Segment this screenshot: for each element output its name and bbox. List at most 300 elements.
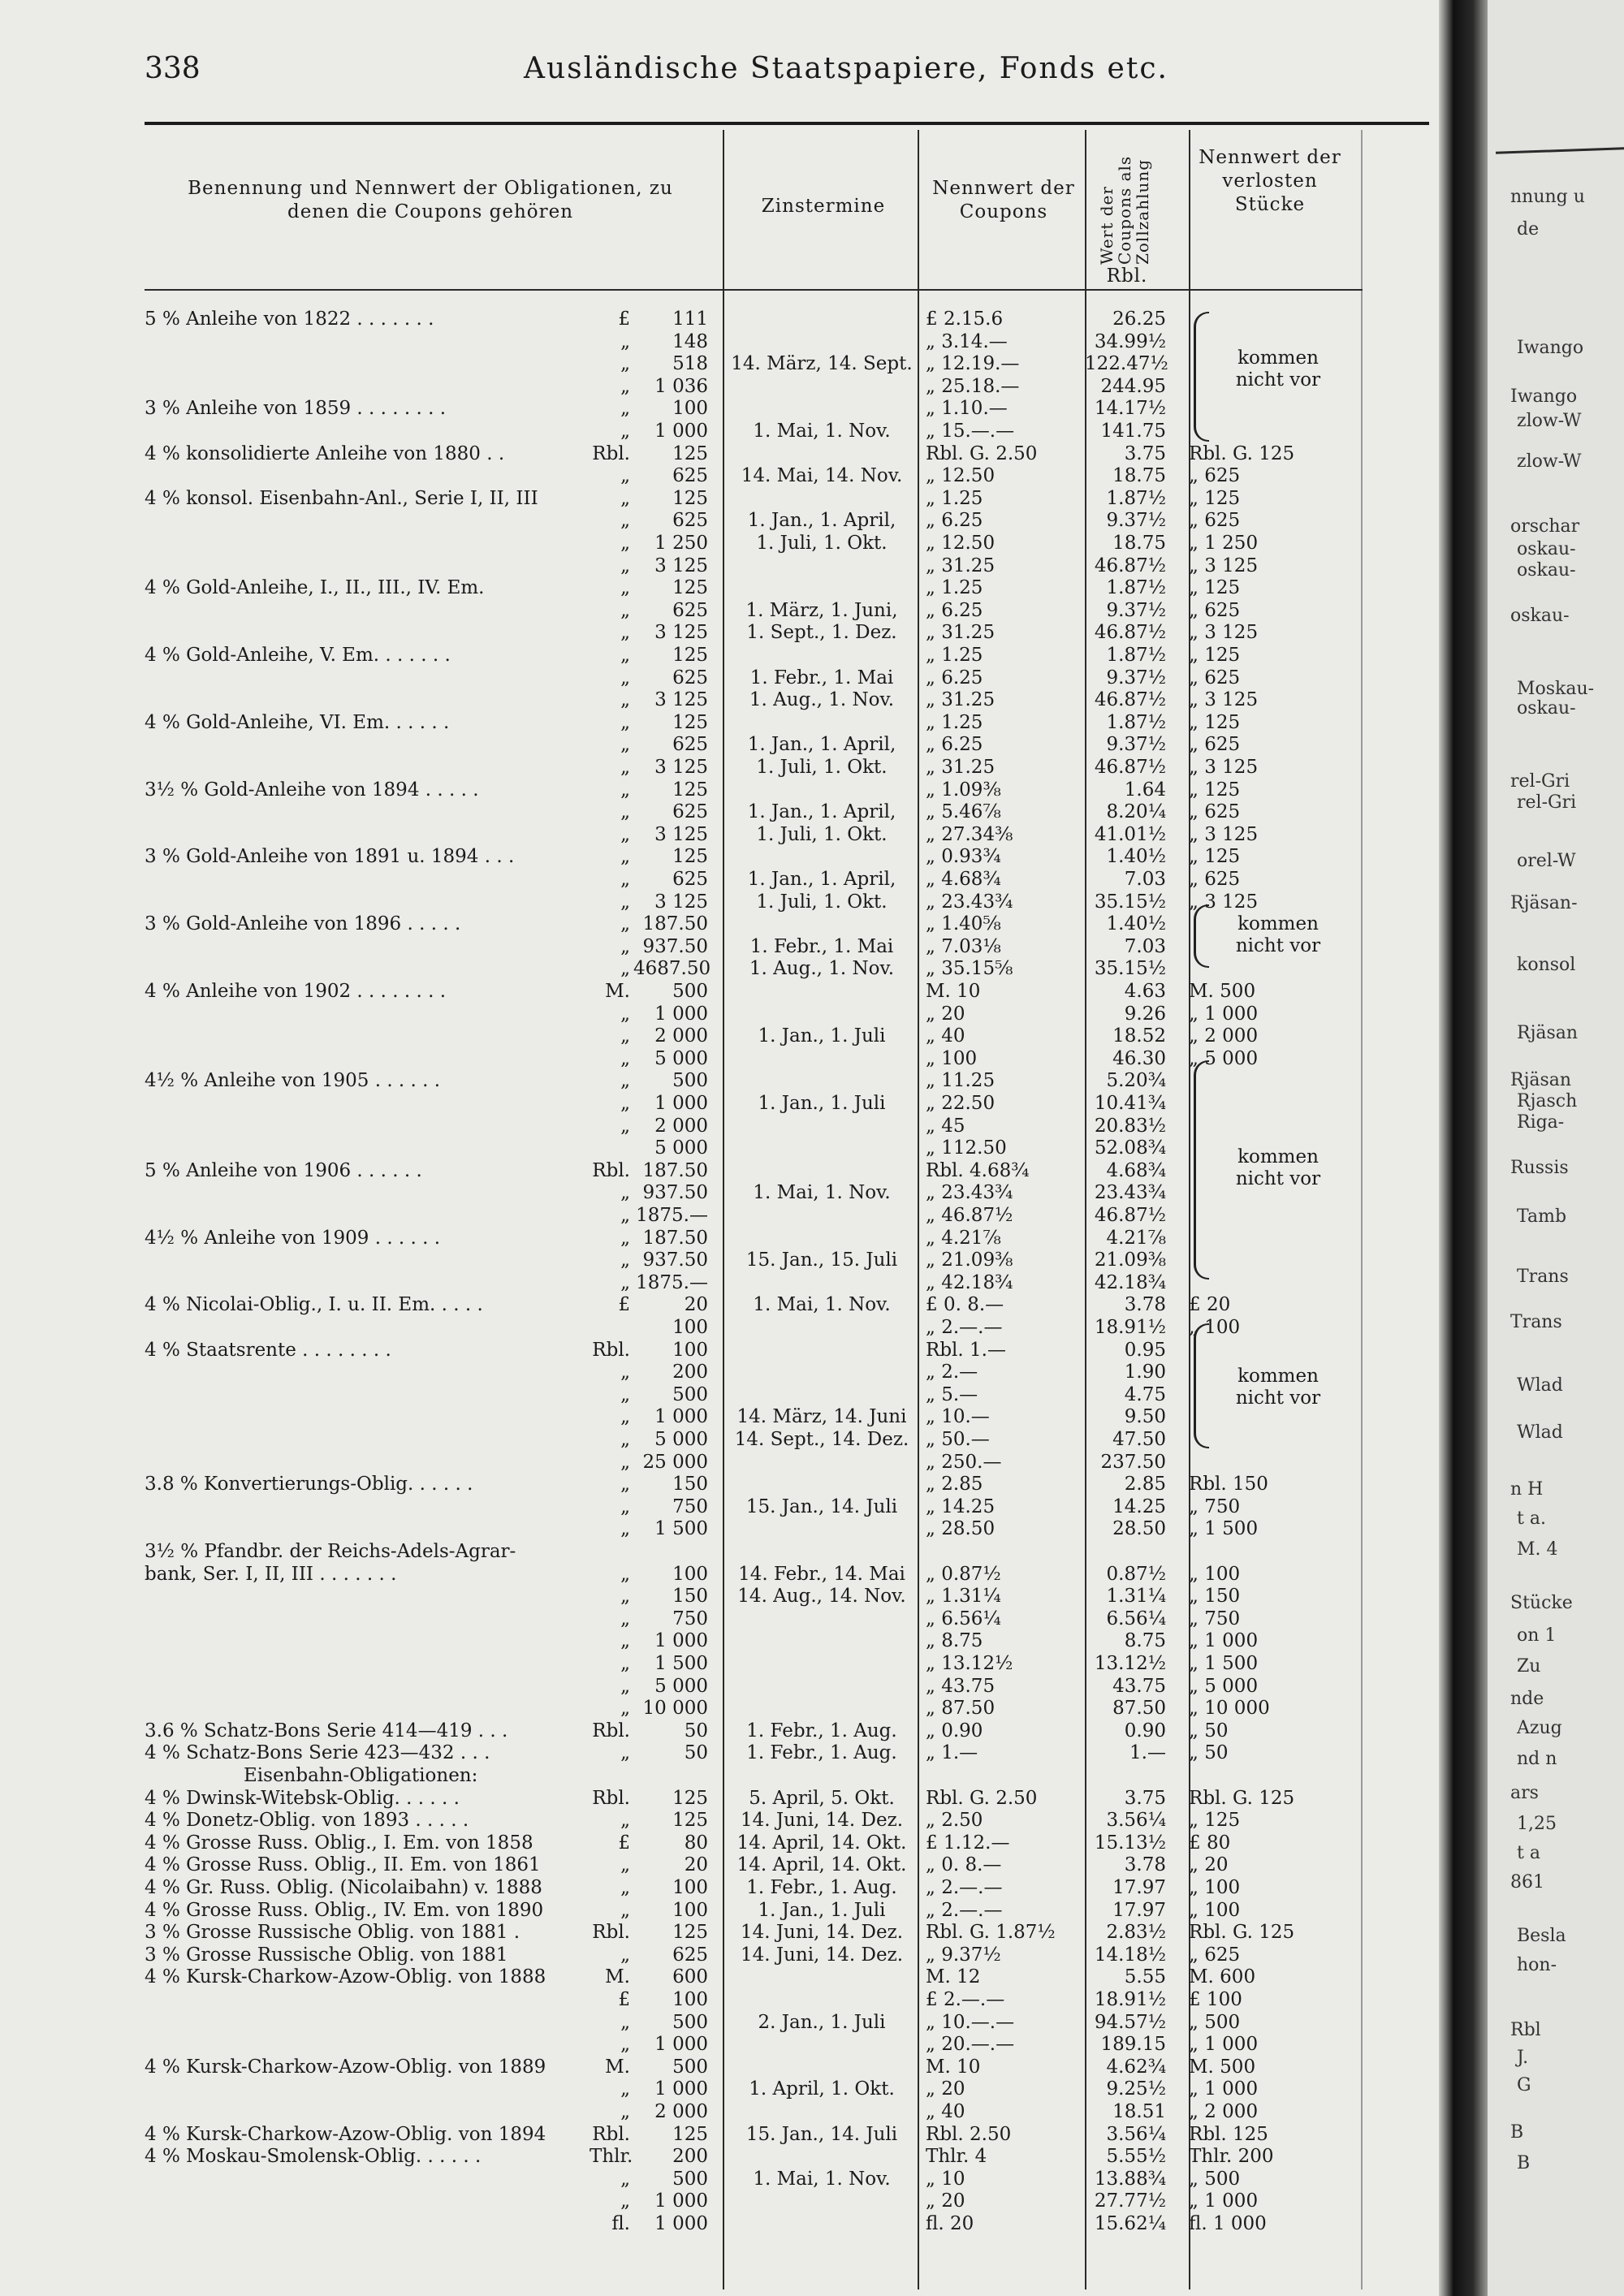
drawn-pieces: „ 125 [1189, 711, 1241, 733]
table-row [0, 1294, 1380, 1316]
entry-name: 3 % Anleihe von 1859 . . . . . . . . [145, 398, 447, 420]
table-row [0, 1698, 1380, 1720]
drawn-pieces: „ 10 000 [1189, 1698, 1270, 1720]
table-row [0, 689, 1380, 711]
customs-value: 1.40½ [1106, 913, 1166, 935]
note-nicht-vor: nicht vor [1235, 1168, 1321, 1189]
drawn-pieces: „ 500 [1189, 2011, 1241, 2033]
table-row [0, 1653, 1380, 1675]
drawn-pieces: £ 100 [1189, 1989, 1242, 2010]
customs-value: 42.18¾ [1094, 1271, 1166, 1293]
coupon-value: Rbl. G. 2.50 [926, 1787, 1038, 1809]
customs-value: 4.75 [1124, 1383, 1166, 1405]
drawn-pieces: „ 3 125 [1189, 891, 1259, 913]
brace [1194, 1060, 1209, 1280]
coupon-value: £ 0. 8.— [926, 1294, 1004, 1316]
interest-dates: 1. Jan., 1. Juli [758, 1093, 886, 1114]
table-row [0, 1788, 1380, 1810]
nominal-value: 1 000 [654, 421, 708, 442]
drawn-pieces: Rbl. 150 [1189, 1474, 1268, 1495]
nominal-value: 20 [684, 1294, 708, 1316]
adjacent-text-fragment: Russis [1510, 1158, 1569, 1178]
currency: „ [620, 1698, 630, 1720]
header-col-zinstermine: Zinstermine [761, 196, 886, 217]
coupon-value: „ 0. 8.— [926, 1854, 1002, 1876]
table-row [0, 981, 1380, 1003]
entry-name: 4 % Grosse Russ. Oblig., I. Em. von 1858 [145, 1832, 533, 1854]
coupon-value: „ 8.75 [926, 1630, 983, 1652]
entry-name: 4 % Grosse Russ. Oblig., II. Em. von 1861 [145, 1854, 541, 1876]
currency: „ [620, 487, 630, 509]
customs-value: 9.37½ [1106, 667, 1166, 688]
customs-value: 52.08¾ [1094, 1137, 1166, 1159]
table-row [0, 465, 1380, 487]
interest-dates: 1. Mai, 1. Nov. [753, 1294, 891, 1316]
coupon-value: „ 2.50 [926, 1810, 983, 1832]
drawn-pieces: „ 1 000 [1189, 1003, 1259, 1025]
customs-value: 7.03 [1124, 869, 1166, 890]
coupon-value: „ 13.12½ [926, 1653, 1013, 1674]
adjacent-page-rule [1496, 147, 1624, 154]
currency: „ [620, 1115, 630, 1137]
customs-value: 4.63 [1124, 981, 1166, 1002]
currency: fl. [611, 2213, 630, 2234]
entry-name: 4½ % Anleihe von 1905 . . . . . . [145, 1070, 441, 1092]
coupon-value: „ 31.25 [926, 555, 996, 576]
customs-value: 9.26 [1124, 1003, 1166, 1025]
table-row [0, 1116, 1380, 1137]
customs-value: 87.50 [1112, 1698, 1166, 1720]
currency: Rbl. [592, 1339, 630, 1361]
adjacent-text-fragment: t a [1517, 1843, 1540, 1863]
nominal-value: 50 [684, 1742, 708, 1764]
adjacent-text-fragment: nnung u [1510, 187, 1585, 207]
drawn-pieces: „ 100 [1189, 1317, 1241, 1338]
table-row [0, 309, 1380, 330]
coupon-value: „ 20 [926, 2190, 965, 2212]
table-row [0, 2034, 1380, 2056]
adjacent-text-fragment: B [1510, 2122, 1524, 2143]
table-row [0, 779, 1380, 801]
currency: „ [620, 2078, 630, 2100]
interest-dates: 1. Juli, 1. Okt. [756, 823, 888, 845]
table-row [0, 1429, 1380, 1451]
currency: „ [620, 1205, 630, 1226]
nominal-value: 625 [672, 510, 708, 532]
adjacent-text-fragment: 861 [1510, 1872, 1544, 1892]
entry-name: 3½ % Pfandbr. der Reichs-Adels-Agrar- [145, 1541, 516, 1562]
currency: „ [620, 2011, 630, 2033]
nominal-value: 125 [672, 577, 708, 599]
customs-value: 23.43¾ [1094, 1182, 1166, 1204]
adjacent-text-fragment: rel-Gri [1510, 771, 1570, 792]
coupon-value: „ 28.50 [926, 1518, 996, 1540]
currency: „ [620, 1944, 630, 1966]
table-row [0, 533, 1380, 555]
coupon-value: „ 42.18¾ [926, 1271, 1013, 1293]
currency: „ [620, 2034, 630, 2056]
interest-dates: 2. Jan., 1. Juli [758, 2011, 886, 2033]
customs-value: 20.83½ [1094, 1115, 1166, 1137]
customs-value: 26.25 [1112, 309, 1166, 330]
interest-dates: 1. Jan., 1. April, [747, 510, 896, 532]
adjacent-text-fragment: oskau- [1517, 560, 1576, 580]
currency: „ [620, 779, 630, 801]
customs-value: 35.15½ [1094, 891, 1166, 913]
currency: „ [620, 1093, 630, 1114]
currency: „ [620, 1047, 630, 1069]
currency: „ [620, 645, 630, 666]
interest-dates: 1. Aug., 1. Nov. [749, 958, 895, 980]
page-number: 338 [145, 52, 201, 85]
table-row [0, 1742, 1380, 1764]
coupon-value: „ 12.50 [926, 533, 996, 554]
customs-value: 0.87½ [1106, 1563, 1166, 1585]
interest-dates: 1. Sept., 1. Dez. [746, 622, 897, 644]
drawn-pieces: „ 1 000 [1189, 2190, 1259, 2212]
nominal-value: 625 [672, 869, 708, 890]
entry-name: 4 % Grosse Russ. Oblig., IV. Em. von 1890 [145, 1899, 544, 1921]
customs-value: 4.62¾ [1106, 2056, 1166, 2078]
coupon-value: „ 10 [926, 2168, 965, 2190]
customs-value: 4.68¾ [1106, 1159, 1166, 1181]
currency: „ [620, 757, 630, 778]
coupon-value: „ 31.25 [926, 757, 996, 778]
table-row [0, 1384, 1380, 1406]
customs-value: 18.75 [1112, 465, 1166, 487]
nominal-value: 25 000 [642, 1451, 708, 1473]
currency: „ [620, 421, 630, 442]
nominal-value: 100 [672, 398, 708, 420]
customs-value: 43.75 [1112, 1675, 1166, 1697]
entry-name: 3½ % Gold-Anleihe von 1894 . . . . . [145, 779, 479, 801]
entry-name: Eisenbahn-Obligationen: [244, 1765, 478, 1786]
nominal-value: 187.50 [642, 1159, 708, 1181]
currency: Rbl. [592, 1787, 630, 1809]
nominal-value: 625 [672, 1944, 708, 1966]
customs-value: 3.56¼ [1106, 1810, 1166, 1832]
table-row [0, 1676, 1380, 1698]
customs-value: 1.31¼ [1106, 1586, 1166, 1608]
coupon-value: „ 6.25 [926, 667, 983, 688]
adjacent-text-fragment: J. [1517, 2048, 1529, 2068]
interest-dates: 1. Febr., 1. Mai [749, 667, 894, 688]
table-row [0, 913, 1380, 935]
customs-value: 18.75 [1112, 533, 1166, 554]
entry-name: 3 % Grosse Russische Oblig. von 1881 . [145, 1922, 520, 1944]
header-col-name: Benennung und Nennwert der Obligationen, zu denen die Coupons gehören [188, 178, 673, 222]
interest-dates: 1. Juli, 1. Okt. [756, 757, 888, 778]
customs-value: 1.40½ [1106, 846, 1166, 868]
entry-name: 4 % konsolidierte Anleihe von 1880 . . [145, 442, 505, 464]
table-row [0, 555, 1380, 577]
table-row [0, 2056, 1380, 2078]
entry-name: 4 % Gold-Anleihe, VI. Em. . . . . . [145, 711, 450, 733]
adjacent-text-fragment: Stücke [1510, 1593, 1573, 1613]
coupon-value: „ 45 [926, 1115, 965, 1137]
nominal-value: 625 [672, 801, 708, 823]
nominal-value: 518 [672, 353, 708, 375]
coupon-value: „ 1.40⅝ [926, 913, 1001, 935]
brace [1194, 904, 1209, 968]
drawn-pieces: Rbl. 125 [1189, 2123, 1268, 2145]
interest-dates: 1. Febr., 1. Aug. [746, 1742, 897, 1764]
interest-dates: 1. Jan., 1. April, [747, 801, 896, 823]
customs-value: 3.75 [1124, 1787, 1166, 1809]
currency: „ [620, 465, 630, 487]
nominal-value: 125 [672, 1787, 708, 1809]
adjacent-text-fragment: Iwango [1517, 338, 1584, 358]
coupon-value: „ 6.25 [926, 510, 983, 532]
nominal-value: 100 [672, 1899, 708, 1921]
note-nicht-vor: nicht vor [1235, 1388, 1321, 1409]
book-gutter [1439, 0, 1488, 2296]
entry-name: 4 % Donetz-Oblig. von 1893 . . . . . [145, 1810, 469, 1832]
table-row [0, 600, 1380, 622]
currency: „ [620, 1495, 630, 1517]
adjacent-text-fragment: nd n [1517, 1749, 1557, 1769]
customs-value: 18.51 [1112, 2101, 1166, 2122]
table-row [0, 1070, 1380, 1092]
interest-dates: 14. März, 14. Juni [736, 1406, 907, 1428]
coupon-value: „ 14.25 [926, 1495, 996, 1517]
currency: „ [620, 1742, 630, 1764]
customs-value: 47.50 [1112, 1429, 1166, 1450]
coupon-value: „ 87.50 [926, 1698, 996, 1720]
entry-name: 4 % Staatsrente . . . . . . . . [145, 1339, 391, 1361]
currency: „ [620, 1182, 630, 1204]
entry-name: 4 % Nicolai-Oblig., I. u. II. Em. . . . . [145, 1294, 483, 1316]
adjacent-text-fragment: Trans [1517, 1267, 1569, 1287]
coupon-value: „ 25.18.— [926, 375, 1020, 397]
coupon-value: „ 11.25 [926, 1070, 996, 1092]
customs-value: 5.55 [1124, 1966, 1166, 1988]
customs-value: 9.37½ [1106, 734, 1166, 756]
nominal-value: 1 000 [654, 1406, 708, 1428]
coupon-value: „ 35.15⅝ [926, 958, 1013, 980]
customs-value: 1.87½ [1106, 577, 1166, 599]
customs-value: 21.09⅜ [1094, 1249, 1166, 1271]
drawn-pieces: „ 1 000 [1189, 1630, 1259, 1652]
table-row [0, 936, 1380, 958]
drawn-pieces: Rbl. G. 125 [1189, 1787, 1295, 1809]
table-row [0, 2169, 1380, 2190]
table-row [0, 958, 1380, 980]
currency: „ [620, 711, 630, 733]
nominal-value: 5 000 [654, 1137, 708, 1159]
customs-value: 5.20¾ [1106, 1070, 1166, 1092]
drawn-pieces: „ 750 [1189, 1608, 1241, 1629]
currency: „ [620, 1025, 630, 1047]
drawn-pieces: „ 625 [1189, 734, 1241, 756]
drawn-pieces: „ 125 [1189, 779, 1241, 801]
nominal-value: 187.50 [642, 913, 708, 935]
header-col-verloste-stuecke: Nennwert der verlosten Stücke [1199, 147, 1341, 215]
nominal-value: 1875.— [636, 1205, 708, 1226]
table-row [0, 577, 1380, 599]
adjacent-text-fragment: Riga- [1517, 1112, 1565, 1133]
currency: Rbl. [592, 1159, 630, 1181]
drawn-pieces: „ 100 [1189, 1563, 1241, 1585]
nominal-value: 100 [672, 1877, 708, 1898]
adjacent-text-fragment: ars [1510, 1783, 1539, 1803]
interest-dates: 14. Febr., 14. Mai [738, 1563, 905, 1585]
customs-value: 14.17½ [1094, 398, 1166, 420]
table-row [0, 1048, 1380, 1070]
adjacent-text-fragment: B [1517, 2153, 1531, 2173]
section-heading-row [0, 1765, 1380, 1787]
coupon-value: „ 31.25 [926, 689, 996, 711]
nominal-value: 500 [672, 2168, 708, 2190]
coupon-value: M. 10 [926, 2056, 981, 2078]
customs-value: 13.88¾ [1094, 2168, 1166, 2190]
currency: „ [620, 1362, 630, 1383]
coupon-value: „ 20.—.— [926, 2034, 1015, 2056]
nominal-value: 500 [672, 1070, 708, 1092]
nominal-value: 20 [684, 1854, 708, 1876]
interest-dates: 1. Febr., 1. Aug. [746, 1720, 897, 1741]
table-row [0, 1989, 1380, 2011]
table-row [0, 1317, 1380, 1339]
table-row [0, 2146, 1380, 2168]
coupon-value: £ 2.15.6 [926, 309, 1004, 330]
table-row [0, 1160, 1380, 1182]
table-row [0, 2101, 1380, 2123]
adjacent-text-fragment: n H [1510, 1479, 1544, 1500]
currency: Thlr. [590, 2146, 633, 2168]
table-row [0, 488, 1380, 510]
coupon-value: „ 1.25 [926, 645, 983, 666]
nominal-value: 125 [672, 2123, 708, 2145]
adjacent-text-fragment: Rjasch [1517, 1091, 1578, 1111]
drawn-pieces: „ 1 250 [1189, 533, 1259, 554]
coupon-value: „ 1.31¼ [926, 1586, 1001, 1608]
adjacent-text-fragment: G [1517, 2075, 1531, 2095]
adjacent-text-fragment: hon- [1517, 1955, 1557, 1975]
table-row [0, 1564, 1380, 1586]
header-rule [145, 289, 1363, 291]
customs-value: 46.87½ [1094, 622, 1166, 644]
nominal-value: 5 000 [654, 1047, 708, 1069]
table-row [0, 1966, 1380, 1988]
drawn-pieces: „ 500 [1189, 2168, 1241, 2190]
currency: „ [620, 1249, 630, 1271]
drawn-pieces: £ 20 [1189, 1294, 1231, 1316]
customs-value: 0.95 [1124, 1339, 1166, 1361]
drawn-pieces: „ 625 [1189, 869, 1241, 890]
drawn-pieces: „ 625 [1189, 465, 1241, 487]
nominal-value: 148 [672, 330, 708, 352]
coupon-value: Thlr. 4 [926, 2146, 987, 2168]
entry-name: 4½ % Anleihe von 1909 . . . . . . [145, 1227, 441, 1249]
nominal-value: 187.50 [642, 1227, 708, 1249]
customs-value: 1.87½ [1106, 711, 1166, 733]
nominal-value: 2 000 [654, 2101, 708, 2122]
nominal-value: 3 125 [654, 823, 708, 845]
adjacent-text-fragment: Rbl [1510, 2020, 1541, 2040]
coupon-value: „ 31.25 [926, 622, 996, 644]
currency: „ [620, 1227, 630, 1249]
nominal-value: 500 [672, 2011, 708, 2033]
customs-value: 46.87½ [1094, 757, 1166, 778]
customs-value: 3.56¼ [1106, 2123, 1166, 2145]
adjacent-text-fragment: oskau- [1510, 606, 1570, 626]
currency: M. [605, 2056, 630, 2078]
interest-dates: 1. Febr., 1. Mai [749, 935, 894, 957]
interest-dates: 1. April, 1. Okt. [749, 2078, 895, 2100]
table-row [0, 1093, 1380, 1115]
table-row [0, 824, 1380, 846]
nominal-value: 1 000 [654, 2213, 708, 2234]
currency: „ [620, 1451, 630, 1473]
currency: M. [605, 981, 630, 1002]
entry-name: 3 % Gold-Anleihe von 1891 u. 1894 . . . [145, 846, 515, 868]
table-row [0, 734, 1380, 756]
table-row [0, 667, 1380, 689]
drawn-pieces: „ 1 000 [1189, 2034, 1259, 2056]
currency: „ [620, 1563, 630, 1585]
drawn-pieces: M. 500 [1189, 2056, 1256, 2078]
adjacent-text-fragment: Wlad [1517, 1375, 1563, 1396]
coupon-value: „ 1.09⅜ [926, 779, 1001, 801]
adjacent-text-fragment: Zu [1517, 1656, 1541, 1677]
nominal-value: 500 [672, 2056, 708, 2078]
customs-value: 9.50 [1124, 1406, 1166, 1428]
drawn-pieces: „ 100 [1189, 1899, 1241, 1921]
entry-name: bank, Ser. I, II, III . . . . . . . [145, 1563, 397, 1585]
customs-value: 9.37½ [1106, 510, 1166, 532]
customs-value: 1.87½ [1106, 487, 1166, 509]
drawn-pieces: „ 3 125 [1189, 689, 1259, 711]
adjacent-text-fragment: Rjäsan [1510, 1070, 1572, 1090]
interest-dates: 14. April, 14. Okt. [736, 1832, 907, 1854]
interest-dates: 15. Jan., 14. Juli [745, 1495, 898, 1517]
coupon-value: „ 112.50 [926, 1137, 1007, 1159]
table-row [0, 443, 1380, 465]
currency: £ [618, 1832, 630, 1854]
brace [1194, 1323, 1209, 1448]
coupon-value: „ 3.14.— [926, 330, 1008, 352]
table-row [0, 869, 1380, 891]
customs-value: 35.15½ [1094, 958, 1166, 980]
coupon-value: „ 2.85 [926, 1474, 983, 1495]
customs-value: 34.99½ [1094, 330, 1166, 352]
nominal-value: 10 000 [642, 1698, 708, 1720]
drawn-pieces: „ 50 [1189, 1742, 1229, 1764]
nominal-value: 150 [672, 1474, 708, 1495]
currency: „ [620, 1271, 630, 1293]
nominal-value: 3 125 [654, 622, 708, 644]
table-row [0, 1496, 1380, 1518]
currency: „ [620, 1429, 630, 1450]
adjacent-text-fragment: Wlad [1517, 1422, 1563, 1443]
nominal-value: 100 [672, 1317, 708, 1338]
nominal-value: 125 [672, 1810, 708, 1832]
currency: „ [620, 2190, 630, 2212]
entry-name: 4 % Moskau-Smolensk-Oblig. . . . . . [145, 2146, 482, 2168]
drawn-pieces: „ 625 [1189, 667, 1241, 688]
coupon-value: „ 2.— [926, 1362, 978, 1383]
currency: „ [620, 353, 630, 375]
coupon-value: „ 50.— [926, 1429, 990, 1450]
note-kommen: kommen [1237, 1366, 1319, 1387]
nominal-value: 1 500 [654, 1518, 708, 1540]
coupon-value: „ 0.90 [926, 1720, 983, 1741]
coupon-value: „ 0.87½ [926, 1563, 1001, 1585]
nominal-value: 1 000 [654, 1093, 708, 1114]
entry-name: 3.8 % Konvertierungs-Oblig. . . . . . [145, 1474, 473, 1495]
adjacent-text-fragment: rel-Gri [1517, 792, 1577, 813]
